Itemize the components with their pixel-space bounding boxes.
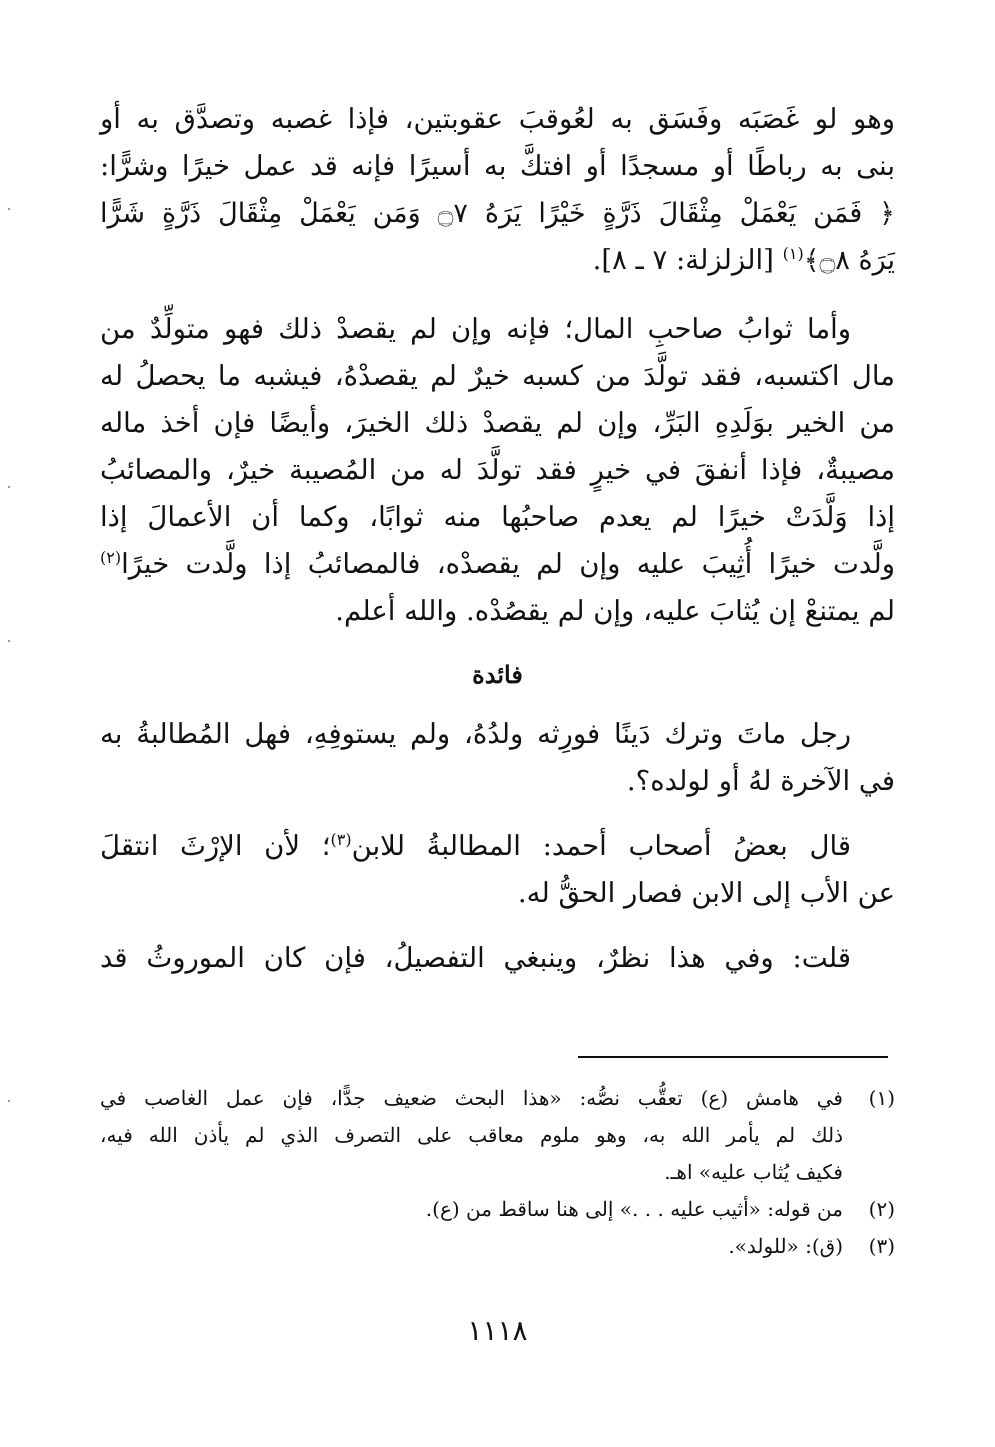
footnote-marker[interactable]: (٣) [330,829,352,849]
text-segment: قال بعضُ أصحاب أحمد: المطالبةُ للابن [351,830,851,862]
footnote [100,1228,895,1265]
text-line: مال اكتسبه، فقد تولَّدَ من كسبه خيرٌ لم يقصدْهُ، فيشبه ما يحصلُ له [100,360,895,392]
text-line [100,237,895,284]
quran-verse-line: ﴿ فَمَن يَعْمَلْ مِثْقَالَ ذَرَّةٍ خَيْرًا يَرَهُ ۝٧ وَمَن يَعْمَلْ مِثْقَالَ ذَرَّةٍ شَرًّا [100,198,895,229]
footnote-number: (٣) [868,1234,895,1258]
text-line: وهو لو غَصَبَه وفَسَق به لعُوقبَ عقوبتين، فإذا غصبه وتصدَّق به أو [100,103,895,135]
footnote-body [100,1191,843,1228]
footnote-line: ذلك لم يأمر الله به، وهو ملوم معاقب على التصرف الذي لم يأذن الله فيه، [100,1123,843,1147]
page-number: ١١١٨ [467,1314,528,1347]
text-segment: ولَّدت خيرًا أُثِيبَ عليه وإن لم يقصدْه، فالمصائبُ إذا ولَّدت خيرًا [121,548,895,580]
text-line [100,823,895,870]
quran-verse-end: يَرَهُ ۝٨﴾ [803,245,895,276]
text-line: بنى به رباطًا أو مسجدًا أو افتكَّ به أسيرًا فإنه قد عمل خيرًا وشرًّا: [100,150,895,182]
footnote-body [100,1080,843,1191]
footnote-number: (١) [868,1086,895,1110]
scan-speck [8,486,10,488]
text-line: مصيبةٌ، فإذا أنفقَ في خيرٍ فقد تولَّدَ له من المُصيبة خيرٌ، والمصائبُ [100,454,895,486]
scan-speck [8,1100,10,1102]
footnote-line: من قوله: «أثيب عليه . . .» إلى هنا ساقط من (ع). [425,1197,843,1221]
footnote-line: (ق): «للولد». [728,1234,843,1258]
text-line: رجل ماتَ وترك دَينًا فورِثه ولدُهُ، ولم يستوفِهِ، فهل المُطالبةُ به [100,718,851,750]
footnotes [100,1080,895,1265]
text-line: من الخير بوَلَدِهِ البَرِّ، وإن لم يقصدْ ذلك الخيرَ، وأيضًا فإن أخذ ماله [100,407,895,439]
text-line: وأما ثوابُ صاحبِ المال؛ فإنه وإن لم يقصدْ ذلك فهو متولِّدٌ من [100,313,851,345]
footnote [100,1080,895,1191]
main-text [100,96,895,982]
footnote-marker[interactable]: (١) [782,243,804,263]
text-segment: ؛ لأن الإرْثَ انتقلَ [100,830,331,862]
section-heading: فائدة [472,660,523,689]
scan-speck [8,208,10,210]
footnote-line: في هامش (ع) تعقُّب نصُّه: «هذا البحث ضعيف جدًّا، فإن عمل الغاصب في [100,1086,843,1110]
text-line: لم يمتنعْ إن يُثابَ عليه، وإن لم يقصُدْه. والله أعلم. [335,595,895,627]
text-line: في الآخرة لهُ أو لولده؟. [626,765,895,797]
text-line [100,541,895,588]
text-line: قلت: وفي هذا نظرٌ، وينبغي التفصيلُ، فإن كان الموروثُ قد [100,942,851,974]
verse-reference: [الزلزلة: ٧ ـ ٨]. [592,244,783,276]
footnote-line: فكيف يُثاب عليه» اهـ. [664,1160,843,1184]
footnote [100,1191,895,1228]
footnote-body [100,1228,843,1265]
footnote-marker[interactable]: (٢) [100,547,122,567]
footnote-number: (٢) [868,1197,895,1221]
scan-speck [8,640,10,642]
text-line: إذا وَلَّدَتْ خيرًا لم يعدم صاحبُها منه ثوابًا، وكما أن الأعمالَ إذا [100,501,895,533]
text-line: عن الأب إلى الابن فصار الحقُّ له. [517,877,895,909]
footnote-separator [578,1056,888,1058]
